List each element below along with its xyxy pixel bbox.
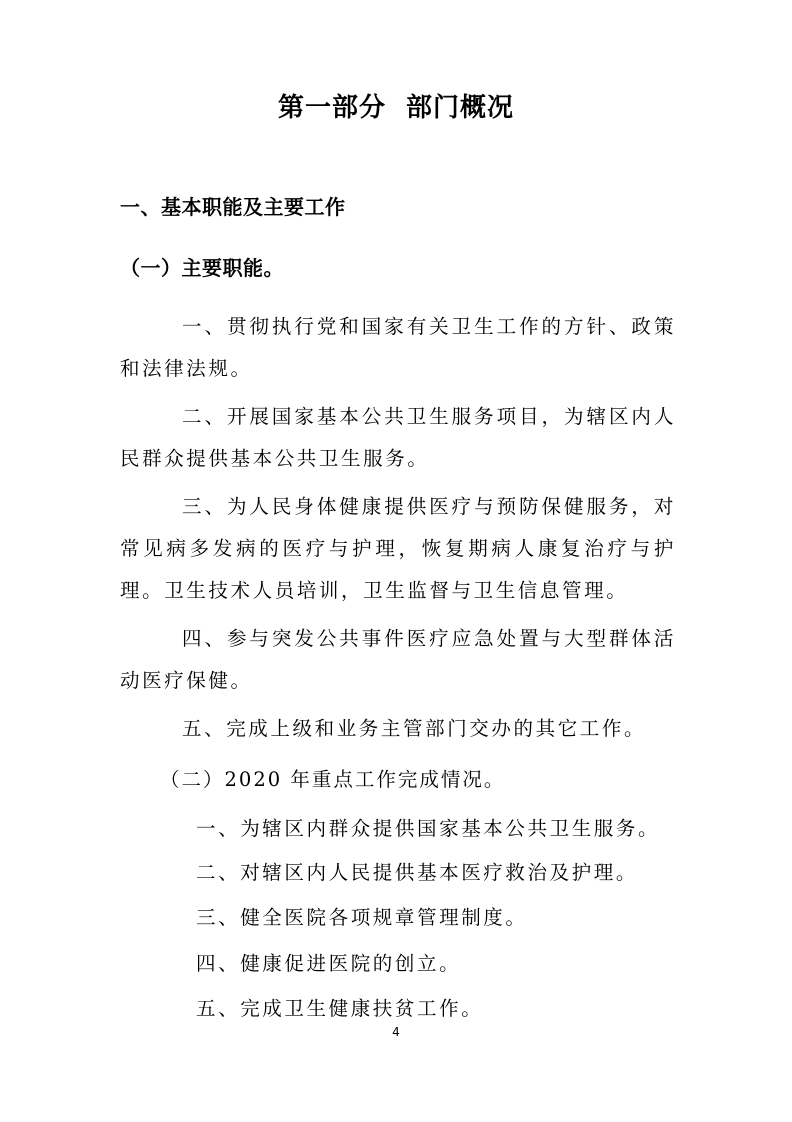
- work-item: 二、对辖区内人民提供基本医疗救治及护理。: [196, 861, 639, 884]
- work-item: 三、健全医院各项规章管理制度。: [196, 906, 528, 929]
- function-paragraph: 四、参与突发公共事件医疗应急处置与大型群体活动医疗保健。: [120, 627, 676, 692]
- page-number: 4: [392, 1025, 400, 1039]
- page-title: 第一部分 部门概况: [277, 93, 515, 123]
- subsection-heading-work-2020: （二）2020 年重点工作完成情况。: [160, 768, 506, 791]
- function-paragraph: 三、为人民身体健康提供医疗与预防保健服务，对常见病多发病的医疗与护理，恢复期病人康复治疗与护理。卫生技术人员培训，卫生监督与卫生信息管理。: [120, 495, 676, 602]
- work-item: 四、健康促进医院的创立。: [196, 952, 462, 975]
- work-item: 五、完成卫生健康扶贫工作。: [196, 997, 484, 1020]
- function-paragraph: 二、开展国家基本公共卫生服务项目，为辖区内人民群众提供基本公共卫生服务。: [120, 405, 676, 470]
- function-paragraph: 一、贯彻执行党和国家有关卫生工作的方针、政策和法律法规。: [120, 315, 676, 380]
- function-paragraph: 五、完成上级和业务主管部门交办的其它工作。: [182, 717, 647, 740]
- section-heading: 一、基本职能及主要工作: [120, 195, 346, 219]
- subsection-heading-functions: （一）主要职能。: [120, 256, 284, 280]
- work-item: 一、为辖区内群众提供国家基本公共卫生服务。: [196, 817, 661, 840]
